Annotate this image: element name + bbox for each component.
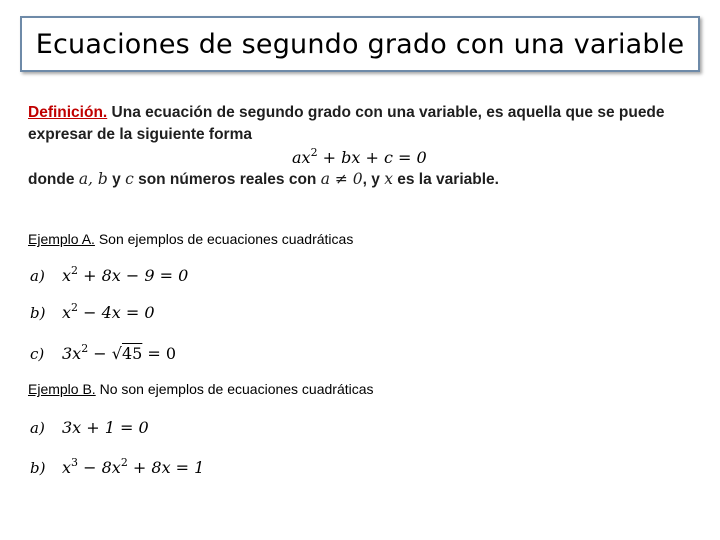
item-term: − 4x = 0: [78, 303, 155, 322]
general-equation: [292, 148, 427, 167]
definition-text-3c: son números reales con: [133, 171, 321, 188]
variable-x: x: [384, 170, 393, 188]
slide-title: Ecuaciones de segundo grado con una variable: [35, 28, 685, 60]
general-equation-ax: ax: [292, 148, 311, 167]
definition-line-1: [28, 104, 665, 122]
example-b-text: No son ejemplos de ecuaciones cuadráticas: [95, 381, 374, 397]
item-letter: a): [30, 419, 45, 437]
example-a-heading: [28, 231, 353, 247]
example-a-item-c: [30, 344, 176, 363]
item-term: x: [62, 303, 72, 322]
example-a-item-a: [30, 266, 188, 285]
variable-c: c: [125, 170, 134, 188]
item-term: + 8x = 1: [127, 458, 205, 477]
definition-line-2: expresar de la siguiente forma: [28, 126, 252, 143]
item-term: = 0: [142, 344, 177, 363]
item-term: 3x + 1 = 0: [62, 418, 149, 437]
item-exponent: 2: [81, 342, 89, 355]
definition-label: Definición.: [28, 104, 108, 121]
item-letter: c): [30, 345, 45, 363]
item-term: − 8x: [78, 458, 121, 477]
item-radicand: 45: [121, 344, 143, 363]
example-a-item-b: [30, 303, 155, 322]
condition-a-not-zero: a ≠ 0: [320, 170, 363, 188]
item-exponent: 3: [71, 456, 79, 469]
item-letter: b): [30, 304, 46, 322]
item-letter: b): [30, 459, 46, 477]
example-b-item-a: [30, 418, 149, 437]
item-exponent: 2: [71, 264, 79, 277]
general-equation-rest: + bx + c = 0: [317, 148, 427, 167]
item-term: x: [62, 458, 72, 477]
variables-ab: a, b: [78, 170, 108, 188]
definition-text-3b: y: [107, 171, 126, 188]
general-equation-exponent: 2: [310, 146, 318, 159]
definition-text-1: Una ecuación de segundo grado con una variable, es aquella que se puede: [107, 104, 665, 121]
definition-line-3: [28, 170, 499, 189]
example-a-text: Son ejemplos de ecuaciones cuadráticas: [94, 231, 354, 247]
item-term: 3x: [62, 344, 82, 363]
definition-text-3e: es la variable.: [392, 171, 499, 188]
item-exponent: 2: [120, 456, 128, 469]
slide-title-box: [20, 16, 700, 72]
example-a-label: Ejemplo A.: [28, 231, 95, 247]
item-letter: a): [30, 267, 45, 285]
example-b-item-b: [30, 458, 204, 477]
item-exponent: 2: [71, 301, 79, 314]
item-term: − √: [88, 344, 122, 363]
item-term: x: [62, 266, 72, 285]
example-b-label: Ejemplo B.: [28, 381, 96, 397]
definition-text-3a: donde: [28, 171, 79, 188]
item-term: + 8x − 9 = 0: [78, 266, 189, 285]
definition-text-3d: , y: [362, 171, 385, 188]
example-b-heading: [28, 381, 374, 397]
